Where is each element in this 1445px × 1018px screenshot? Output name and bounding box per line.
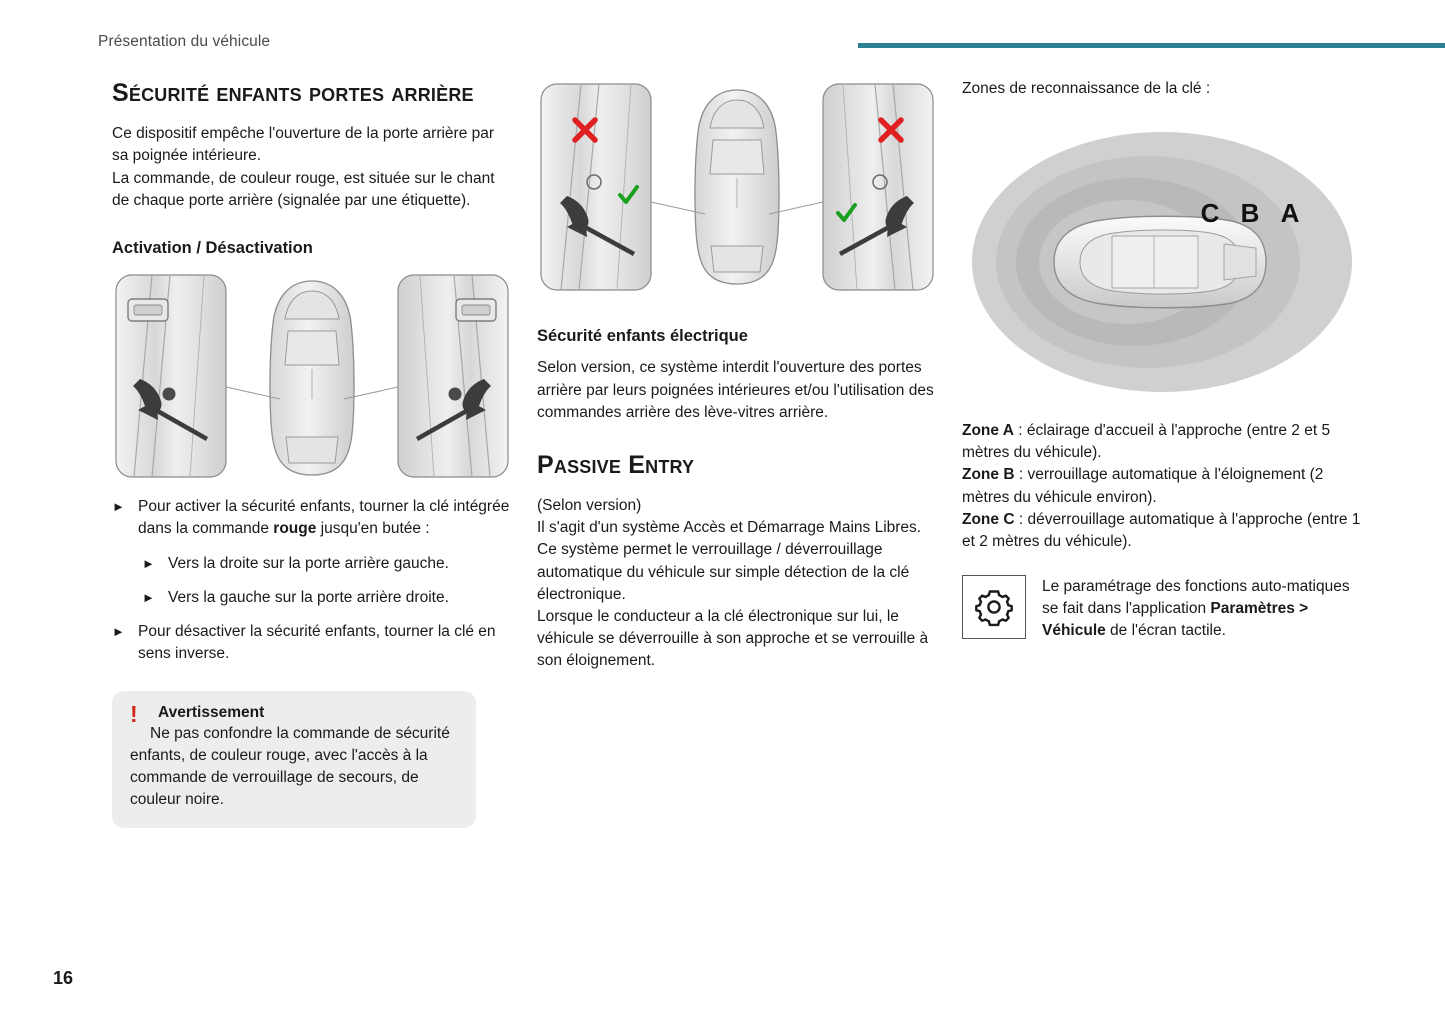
zone-letter-a: A bbox=[1280, 198, 1300, 229]
paragraph-child-lock-1: Ce dispositif empêche l'ouverture de la porte arrière par sa poignée intérieure. bbox=[112, 125, 495, 165]
subtitle-electric-child-lock: Sécurité enfants électrique bbox=[537, 327, 748, 345]
page-header bbox=[98, 30, 1418, 60]
info-box-settings bbox=[962, 575, 1362, 642]
figure-key-recognition-zones bbox=[962, 112, 1362, 412]
bullet-sub-1 bbox=[142, 553, 512, 575]
bullet-arrow-icon: ► bbox=[112, 623, 125, 639]
caption-key-zones: Zones de reconnaissance de la clé : bbox=[962, 80, 1211, 97]
bullet-activate-text: Pour activer la sécurité enfants, tourner la clé intégrée dans la commande rouge jusqu'en butée : bbox=[138, 498, 510, 538]
bullet-arrow-icon: ► bbox=[142, 555, 155, 571]
door-panel-right bbox=[398, 275, 508, 477]
paragraph-pe-3: Lorsque le conducteur a la clé électronique sur lui, le véhicule se déverrouille à son approche et se verrouille à son éloignement. bbox=[537, 607, 929, 670]
subtitle-activation: Activation / Désactivation bbox=[112, 238, 313, 257]
warning-box bbox=[112, 691, 476, 828]
zone-a-description: Zone A : éclairage d'accueil à l'approche (entre 2 et 5 mètres du véhicule). bbox=[962, 422, 1331, 462]
figure-child-lock-activation bbox=[112, 269, 512, 484]
bullet-sub-2 bbox=[142, 587, 512, 609]
door-panel-left-state bbox=[541, 84, 651, 290]
title-passive-entry: Passive Entry bbox=[537, 450, 695, 479]
paragraph-pe-version: (Selon version) bbox=[537, 497, 642, 515]
column-right bbox=[962, 78, 1362, 642]
door-panel-right-state bbox=[823, 84, 933, 290]
bullet-deactivate-text: Pour désactiver la sécurité enfants, tourner la clé en sens inverse. bbox=[138, 622, 496, 663]
info-box-text: Le paramétrage des fonctions auto-matiques se fait dans l'application Paramètres > Véhicule de l'écran tactile. bbox=[1042, 578, 1350, 640]
paragraph-electric-child-lock: Selon version, ce système interdit l'ouverture des portes arrière par leurs poignées intérieures et/ou l'utilisation des commandes arrière des lève-vitres arrière. bbox=[537, 359, 934, 421]
warning-exclamation-icon: ! bbox=[130, 701, 138, 728]
column-middle bbox=[537, 78, 937, 672]
page-title: Sécurité enfants portes arrière bbox=[112, 79, 474, 107]
page-number: 16 bbox=[53, 968, 74, 988]
door-panel-left bbox=[116, 275, 226, 477]
paragraph-pe-2: Ce système permet le verrouillage / déverrouillage automatique du véhicule sur simple détection de la clé électronique. bbox=[537, 541, 910, 603]
bullet-sub-2-text: Vers la gauche sur la porte arrière droite. bbox=[168, 588, 449, 606]
bullet-activate bbox=[112, 496, 512, 540]
figure-child-lock-states bbox=[537, 78, 937, 300]
zone-letter-b: B bbox=[1240, 198, 1260, 229]
column-left bbox=[112, 78, 512, 828]
zone-letters bbox=[1201, 198, 1300, 228]
bullet-deactivate bbox=[112, 621, 512, 665]
bullet-sub-1-text: Vers la droite sur la porte arrière gauche. bbox=[168, 554, 449, 572]
warning-text: Ne pas confondre la commande de sécurité enfants, de couleur rouge, avec l'accès à la commande de verrouillage de secours, de couleur noire. bbox=[130, 725, 450, 809]
car-top-view-zones bbox=[1054, 216, 1266, 308]
bullet-arrow-icon: ► bbox=[112, 499, 125, 515]
header-title: Présentation du véhicule bbox=[98, 33, 271, 50]
zone-b-description: Zone B : verrouillage automatique à l'éloignement (2 mètres du véhicule environ). bbox=[962, 466, 1324, 506]
paragraph-child-lock-2: La commande, de couleur rouge, est située sur le chant de chaque porte arrière (signalée par une étiquette). bbox=[112, 169, 495, 209]
gear-icon bbox=[973, 586, 1015, 628]
car-top-view bbox=[270, 281, 354, 475]
paragraph-pe-1: Il s'agit d'un système Accès et Démarrage Mains Libres. bbox=[537, 519, 922, 537]
warning-title: Avertissement bbox=[158, 704, 265, 722]
zone-c-description: Zone C : déverrouillage automatique à l'approche (entre 1 et 2 mètres du véhicule). bbox=[962, 510, 1361, 550]
zone-letter-c: C bbox=[1200, 198, 1220, 229]
header-rule bbox=[858, 43, 1445, 48]
car-top-view bbox=[695, 90, 779, 284]
gear-icon-frame bbox=[962, 575, 1026, 639]
bullet-arrow-icon: ► bbox=[142, 589, 155, 605]
